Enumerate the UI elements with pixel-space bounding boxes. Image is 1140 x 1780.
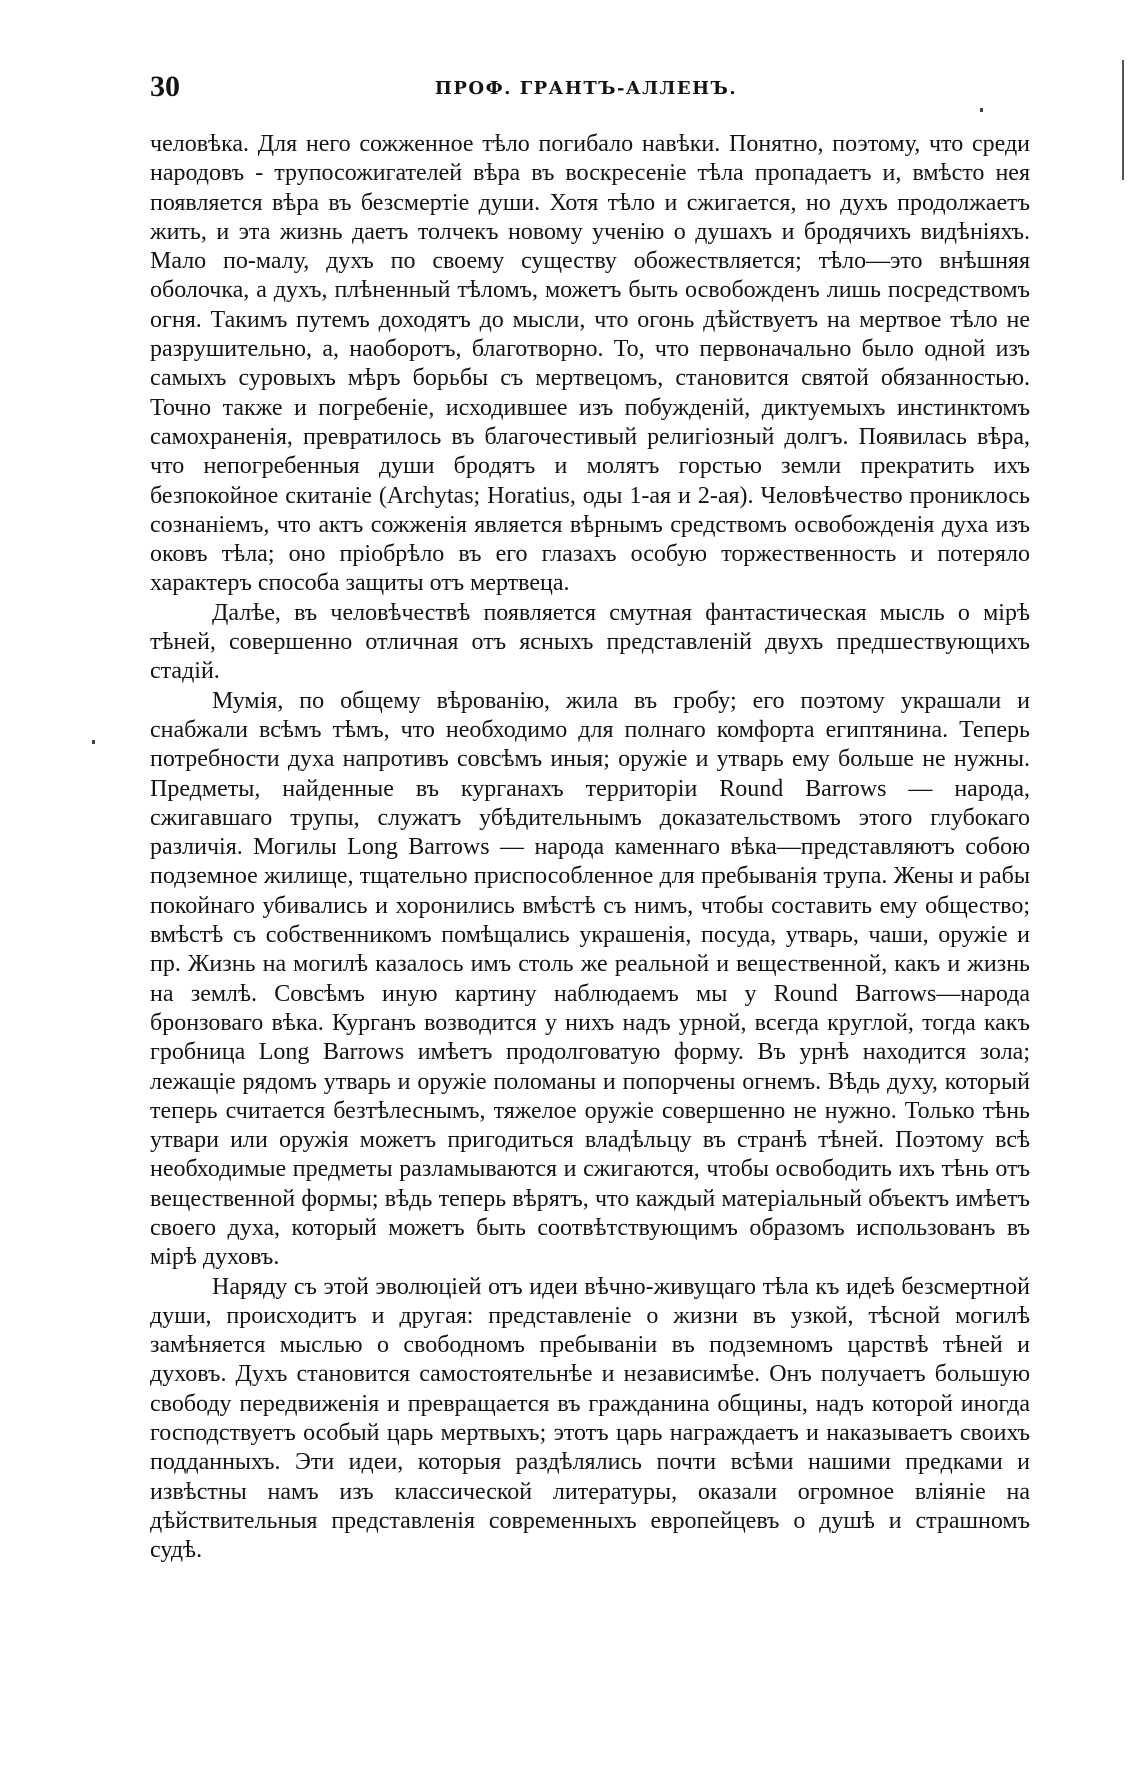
page-header [150, 70, 1022, 110]
paragraph-4: Наряду съ этой эволюціей отъ идеи вѣчно-живущаго тѣла къ идеѣ безсмертной души, происходитъ и другая: представленіе о жизни въ узкой, тѣсной могилѣ замѣняется мыслью о свободномъ пребываніи въ подземномъ царствѣ тѣней и духовъ. Духъ становится самостоятельнѣе и независимѣе. Онъ получаетъ большую свободу передвиженія и превращается въ гражданина общины, надъ которой иногда господствуетъ особый царь мертвыхъ; этотъ царь награждаетъ и наказываетъ своихъ подданныхъ. Эти идеи, которыя раздѣлялись почти всѣми нашими предками и извѣстны намъ изъ классической литературы, оказали огромное вліяніе на дѣйствительныя представленія современныхъ европейцевъ о душѣ и страшномъ судѣ. [150, 1273, 1030, 1564]
ink-speck [92, 740, 95, 744]
running-head: ПРОФ. ГРАНТЪ-АЛЛЕНЪ. [434, 78, 738, 99]
body-text [150, 130, 1030, 1566]
paragraph-1: человѣка. Для него сожженное тѣло погибало навѣки. Понятно, поэтому, что среди народовъ - трупосожигателей вѣра въ воскресеніе тѣла пропадаетъ и, вмѣсто нея появляется вѣра въ безсмертіе души. Хотя тѣло и сжигается, но духъ продолжаетъ жить, и эта жизнь даетъ толчекъ новому ученію о душахъ и бродячихъ видѣніяхъ. Мало по-малу, духъ по своему существу обожествляется; тѣло—это внѣшняя оболочка, а духъ, плѣненный тѣломъ, можетъ быть освобожденъ лишь посредствомъ огня. Такимъ путемъ доходятъ до мысли, что огонь дѣйствуетъ на мертвое тѣло не разрушительно, а, наоборотъ, благотворно. То, что первоначально было одной изъ самыхъ суровыхъ мѣръ борьбы съ мертвецомъ, становится святой обязанностью. Точно также и погребеніе, исходившее изъ побужденій, диктуемыхъ инстинктомъ самохраненія, превратилось въ благочестивый религіозный долгъ. Появилась вѣра, что непогребенныя души бродятъ и молятъ горстью земли прекратить ихъ безпокойное скитаніе (Archytas; Horatius, оды 1-ая и 2-ая). Человѣчество прониклось сознаніемъ, что актъ сожженія является вѣрнымъ средствомъ освобожденія духа изъ оковъ тѣла; оно пріобрѣло въ его глазахъ особую торжественность и потеряло характеръ способа защиты отъ мертвеца. [150, 131, 1030, 597]
paragraph-2: Далѣе, въ человѣчествѣ появляется смутная фантастическая мысль о мірѣ тѣней, совершенно отличная отъ ясныхъ представленій двухъ предшествующихъ стадій. [150, 599, 1030, 685]
page-number: 30 [150, 70, 180, 103]
margin-rule-top [1122, 60, 1124, 180]
paragraph-3: Мумія, по общему вѣрованію, жила въ гробу; его поэтому украшали и снабжали всѣмъ тѣмъ, что необходимо для полнаго комфорта египтянина. Теперь потребности духа напротивъ совсѣмъ иныя; оружіе и утварь ему больше не нужны. Предметы, найденные въ курганахъ территоріи Round Barrows — народа, сжигавшаго трупы, служатъ убѣдительнымъ доказательствомъ этого глубокаго различія. Могилы Long Barrows — народа каменнаго вѣка—представляютъ собою подземное жилище, тщательно приспособленное для пребыванія трупа. Жены и рабы покойнаго убивались и хоронились вмѣстѣ съ нимъ, чтобы составить ему общество; вмѣстѣ съ собственникомъ помѣщались украшенія, посуда, утварь, чаши, оружіе и пр. Жизнь на могилѣ казалось имъ столь же реальной и вещественной, какъ и жизнь на землѣ. Совсѣмъ иную картину наблюдаемъ мы у Round Barrows—народа бронзоваго вѣка. Курганъ возводится у нихъ надъ урной, всегда круглой, тогда какъ гробница Long Barrows имѣетъ продолговатую форму. Въ урнѣ находится зола; лежащіе рядомъ утварь и оружіе поломаны и попорчены огнемъ. Вѣдь духу, который теперь считается безтѣлеснымъ, тяжелое оружіе совершенно не нужно. Только тѣнь утвари или оружія можетъ пригодиться владѣльцу въ странѣ тѣней. Поэтому всѣ необходимые предметы разламываются и сжигаются, чтобы освободить ихъ тѣнь отъ вещественной формы; вѣдь теперь вѣрятъ, что каждый матеріальный объектъ имѣетъ своего духа, который можетъ быть соотвѣтствующимъ образомъ использованъ въ мірѣ духовъ. [150, 687, 1030, 1271]
